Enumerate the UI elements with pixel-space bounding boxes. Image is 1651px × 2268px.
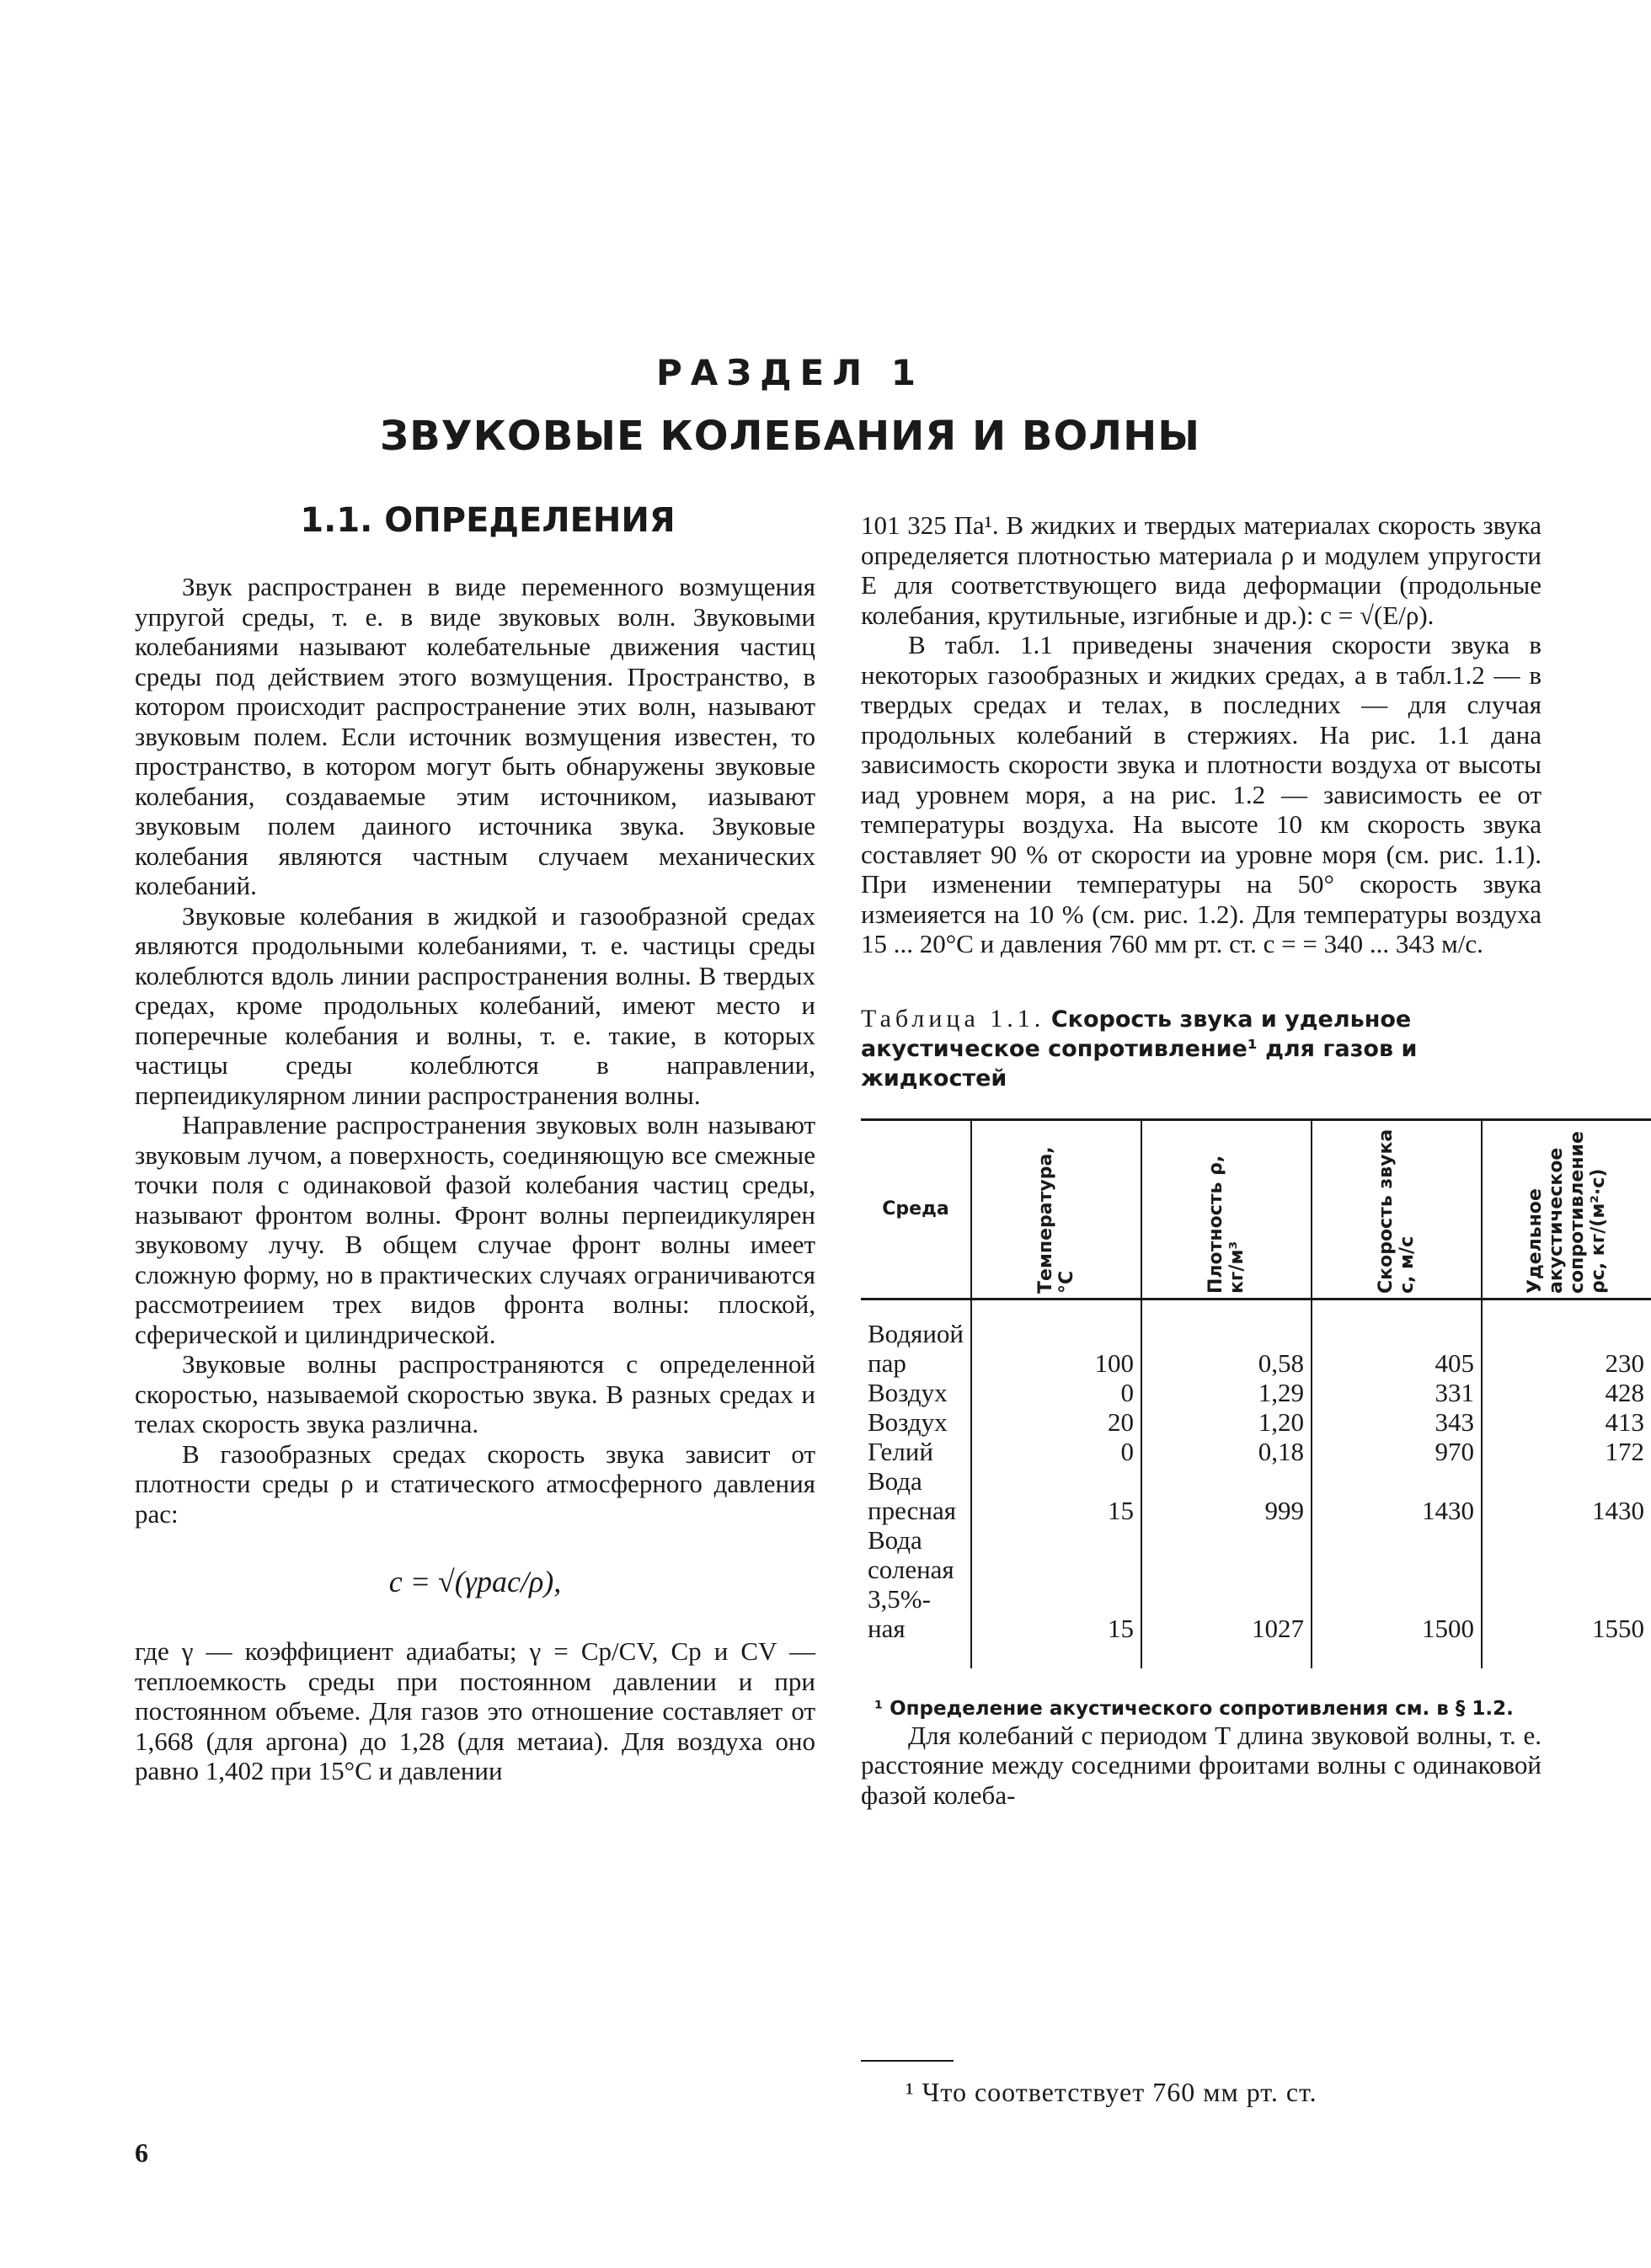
- table-row: [861, 1466, 1651, 1525]
- paragraph-wave-front: Направление распространения звуковых волн называют звуковым лучом, а поверхность, соединяющую все смежные точки поля с одинаковой фазой колебания частиц среды, называют фронтом волны. Фронт волны перпеидикулярен звуковому лучу. В общем случае фронт волны имеет сложную форму, но в практических случаях ограничиваются рассмотреиием трех видов фронта волны: плоской, сферической и цилиндрической.: [135, 1110, 815, 1349]
- paragraph-solid-media: 101 325 Па¹. В жидких и твердых материалах скорость звука определяется плотностью материала ρ и модулем упругости E для соответствующего вида деформации (продольные колебания, крутильные, изгибные и др.): c = √(E/ρ).: [861, 510, 1541, 630]
- paragraph-gas-media: В газообразных средах скорость звука зависит от плотности среды ρ и статического атмосферного давления pac:: [135, 1438, 815, 1529]
- paragraph-table-reference: В табл. 1.1 приведены значения скорости звука в некоторых газообразных и жидких средах, а в табл.1.2 — в твердых средах и телах, в последних — для случая продольных колебаний в стержиях. На рис. 1.1 дана зависимость скорости звука и плотности воздуха от высоты иад уровнем моря, а на рис. 1.2 — зависимость ее от температуры воздуха. На высоте 10 км скорость звука составляет 90 % от скорости иа уровне моря (см. рис. 1.1). При изменении температуры на 50° скорость звука измеияется на 10 % (см. рис. 1.2). Для температуры воздуха 15 ... 20°С и давления 760 мм рт. ст. c = = 340 ... 343 м/с.: [861, 630, 1541, 958]
- table-row: [861, 1407, 1651, 1437]
- table-cell-medium: Вода пресная: [868, 1465, 956, 1525]
- table-cell-density: 0,18: [1141, 1437, 1312, 1466]
- table-cell-medium: Вода соленая 3,5%-ная: [868, 1524, 954, 1643]
- section-title: ЗВУКОВЫЕ КОЛЕБАНИЯ И ВОЛНЫ: [379, 413, 1201, 460]
- table-cell-density: 1,20: [1141, 1407, 1312, 1437]
- table-header-impedance: Удельное акустическое сопротивление ρc, кг/(м²·с): [1482, 1119, 1651, 1299]
- table-cell-impedance: 172: [1482, 1437, 1651, 1466]
- table-caption-title: Скорость звука и удельное акустическое сопротивление¹ для газов и жидкостей: [861, 1006, 1418, 1091]
- table-header-temperature: Температура, °С: [971, 1119, 1141, 1299]
- table-row: [861, 1525, 1651, 1668]
- table-caption-number: Таблица 1.1.: [861, 1004, 1045, 1033]
- page-footnote: ¹ Что соответствует 760 мм рт. ст.: [906, 2077, 1317, 2107]
- paragraph-sound-definition: Звук распространен в виде переменного возмущения упругой среды, т. е. в виде звуковых волн. Звуковыми колебаниями называют колебательные движения частиц среды под действием этого возмущения. Пространство, в котором происходит распространение этих волн, называют звуковым полем. Если источник возмущения известен, то пространство, в котором могут быть обнаружены звуковые колебания, создаваемые этим источником, иазывают звуковым полем даиного источника звука. Звуковые колебания являются частным случаем механических колебаний.: [135, 572, 815, 900]
- footnote-divider: [861, 2060, 954, 2062]
- table-cell-impedance: 1430: [1482, 1466, 1651, 1525]
- table-footnote: ¹ Определение акустического сопротивления см. в § 1.2.: [874, 1697, 1514, 1720]
- table-row: [861, 1378, 1651, 1407]
- table-cell-density: 0,58: [1141, 1299, 1312, 1378]
- subsection-heading: 1.1. ОПРЕДЕЛЕНИЯ: [300, 501, 676, 540]
- table-cell-speed: 1430: [1312, 1466, 1482, 1525]
- table-cell-impedance: 428: [1482, 1378, 1651, 1407]
- table-cell-density: 1027: [1141, 1525, 1312, 1668]
- table-cell-speed: 1500: [1312, 1525, 1482, 1668]
- table-cell-medium: Гелий: [868, 1436, 933, 1466]
- table-cell-temperature: 15: [971, 1525, 1141, 1668]
- table-cell-medium: Воздух: [868, 1406, 948, 1437]
- right-column: [861, 510, 1644, 1810]
- table-cell-temperature: 15: [971, 1466, 1141, 1525]
- table-caption: [861, 1005, 1541, 1093]
- paragraph-longitudinal-waves: Звуковые колебания в жидкой и газообразной средах являются продольными колебаниями, т. е. частицы среды колеблются вдоль линии распространения волны. В твердых средах, кроме продольных колебаний, имеют место и поперечные колебания и волны, т. е. такие, в которых частицы среды колеблются в направлении, перпеидикулярном линии распространения волны.: [135, 900, 815, 1110]
- table-cell-speed: 970: [1312, 1437, 1482, 1466]
- paragraph-sound-speed: Звуковые волны распространяются с определенной скоростью, называемой скоростью звука. В разных средах и телах скорость звука различна.: [135, 1349, 815, 1438]
- table-cell-temperature: 100: [971, 1299, 1141, 1378]
- table-cell-density: 1,29: [1141, 1378, 1312, 1407]
- table-row: [861, 1299, 1651, 1378]
- table-cell-density: 999: [1141, 1466, 1312, 1525]
- table-cell-impedance: 1550: [1482, 1525, 1651, 1668]
- paragraph-wavelength: Для колебаний с периодом T длина звуковой волны, т. е. расстояние между соседними фроитами волны с одинаковой фазой колеба-: [861, 1720, 1541, 1810]
- table-cell-speed: 405: [1312, 1299, 1482, 1378]
- sound-speed-formula: c = √(γpac/ρ),: [388, 1565, 562, 1598]
- table-row: [861, 1437, 1651, 1466]
- table-cell-impedance: 413: [1482, 1407, 1651, 1437]
- section-label: РАЗДЕЛ 1: [656, 352, 924, 393]
- left-column: [135, 501, 815, 1786]
- table-cell-speed: 331: [1312, 1378, 1482, 1407]
- table-header-medium: Среда: [861, 1119, 971, 1299]
- table-cell-temperature: 0: [971, 1437, 1141, 1466]
- table-cell-temperature: 0: [971, 1378, 1141, 1407]
- table-cell-impedance: 230: [1482, 1299, 1651, 1378]
- table-cell-medium: Водяиой пар: [868, 1318, 964, 1378]
- paragraph-adiabatic: где γ — коэффициент адиабаты; γ = Cp/CV, Cp и CV — теплоемкость среды при постоянном давлении и при постоянном объеме. Для газов это отношение составляет от 1,668 (для аргона) до 1,28 (для метаиа). Для воздуха оно равно 1,402 при 15°С и давлении: [135, 1636, 815, 1785]
- table-header-speed: Скорость звука c, м/с: [1312, 1119, 1482, 1299]
- table-header-density: Плотность ρ, кг/м³: [1141, 1119, 1312, 1299]
- table-cell-medium: Воздух: [868, 1377, 948, 1407]
- page-number: 6: [135, 2137, 148, 2168]
- sound-speed-table: [861, 1118, 1651, 1668]
- table-cell-temperature: 20: [971, 1407, 1141, 1437]
- table-cell-speed: 343: [1312, 1407, 1482, 1437]
